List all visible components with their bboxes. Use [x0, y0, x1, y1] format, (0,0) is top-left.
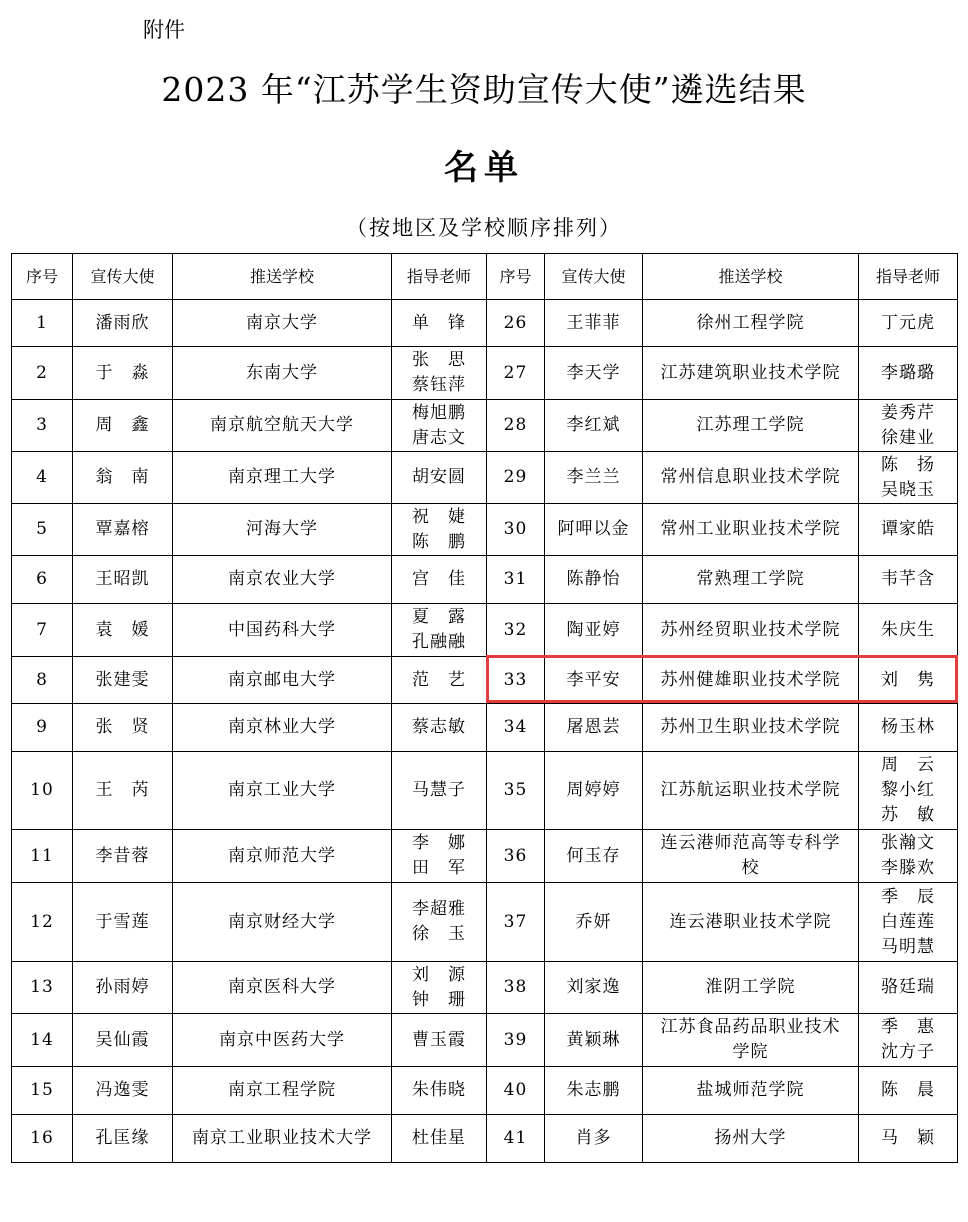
- table-row: [12, 604, 958, 657]
- teacher-names: 季 惠 沈方子: [859, 1014, 958, 1067]
- ambassador-name: 潘雨欣: [73, 300, 173, 347]
- school-name: 苏州经贸职业技术学院: [643, 604, 859, 657]
- teacher-names: 张 思 蔡钰萍: [392, 347, 487, 400]
- ambassador-name: 冯逸雯: [73, 1067, 173, 1115]
- ambassador-name: 何玉存: [545, 830, 643, 883]
- ambassador-name: 翁 南: [73, 452, 173, 504]
- ambassador-table: [11, 253, 958, 1163]
- ambassador-name: 吴仙霞: [73, 1014, 173, 1067]
- row-index: 12: [12, 883, 73, 962]
- header-ambassador: 宣传大使: [73, 254, 173, 300]
- school-name: 南京医科大学: [173, 962, 392, 1014]
- header-index: 序号: [487, 254, 545, 300]
- table-header-row: [12, 254, 958, 300]
- row-index: 8: [12, 657, 73, 704]
- teacher-names: 朱庆生: [859, 604, 958, 657]
- school-name: 南京航空航天大学: [173, 400, 392, 452]
- school-name: 苏州卫生职业技术学院: [643, 704, 859, 752]
- row-index: 3: [12, 400, 73, 452]
- teacher-names: 陈 扬 吴晓玉: [859, 452, 958, 504]
- school-name: 河海大学: [173, 504, 392, 556]
- row-index: 35: [487, 752, 545, 830]
- teacher-names: 谭家皓: [859, 504, 958, 556]
- row-index: 5: [12, 504, 73, 556]
- ambassador-name: 刘家逸: [545, 962, 643, 1014]
- row-index: 10: [12, 752, 73, 830]
- ambassador-name: 周 鑫: [73, 400, 173, 452]
- ambassador-name: 张 贤: [73, 704, 173, 752]
- school-name: 南京农业大学: [173, 556, 392, 604]
- row-index: 11: [12, 830, 73, 883]
- school-name: 盐城师范学院: [643, 1067, 859, 1115]
- teacher-names: 张瀚文 李滕欢: [859, 830, 958, 883]
- table-row: [12, 347, 958, 400]
- ambassador-name: 王菲菲: [545, 300, 643, 347]
- teacher-names: 姜秀芹 徐建业: [859, 400, 958, 452]
- ambassador-name: 孙雨婷: [73, 962, 173, 1014]
- table-row: [12, 704, 958, 752]
- row-index: 7: [12, 604, 73, 657]
- school-name: 南京师范大学: [173, 830, 392, 883]
- school-name: 江苏航运职业技术学院: [643, 752, 859, 830]
- school-name: 连云港职业技术学院: [643, 883, 859, 962]
- teacher-names: 杨玉林: [859, 704, 958, 752]
- table-row: [12, 1115, 958, 1163]
- school-name: 徐州工程学院: [643, 300, 859, 347]
- school-name: 常州信息职业技术学院: [643, 452, 859, 504]
- teacher-names: 李超雅 徐 玉: [392, 883, 487, 962]
- teacher-names: 蔡志敏: [392, 704, 487, 752]
- row-index: 27: [487, 347, 545, 400]
- row-index: 14: [12, 1014, 73, 1067]
- header-school: 推送学校: [643, 254, 859, 300]
- school-name: 南京工业大学: [173, 752, 392, 830]
- ambassador-name: 孔匡缘: [73, 1115, 173, 1163]
- row-index: 6: [12, 556, 73, 604]
- school-name: 东南大学: [173, 347, 392, 400]
- ambassador-name: 李天学: [545, 347, 643, 400]
- row-index: 9: [12, 704, 73, 752]
- teacher-names: 季 辰 白莲莲 马明慧: [859, 883, 958, 962]
- table-row: [12, 400, 958, 452]
- school-name: 南京邮电大学: [173, 657, 392, 704]
- row-index: 16: [12, 1115, 73, 1163]
- table-row: [12, 883, 958, 962]
- teacher-names: 梅旭鹏 唐志文: [392, 400, 487, 452]
- header-teacher: 指导老师: [392, 254, 487, 300]
- school-name: 苏州健雄职业技术学院: [643, 657, 859, 704]
- teacher-names: 宫 佳: [392, 556, 487, 604]
- row-index: 4: [12, 452, 73, 504]
- school-name: 中国药科大学: [173, 604, 392, 657]
- row-index: 38: [487, 962, 545, 1014]
- row-index: 40: [487, 1067, 545, 1115]
- ambassador-name: 阿呷以金: [545, 504, 643, 556]
- school-name: 江苏理工学院: [643, 400, 859, 452]
- ambassador-name: 黄颖琳: [545, 1014, 643, 1067]
- school-name: 南京中医药大学: [173, 1014, 392, 1067]
- table-row: [12, 300, 958, 347]
- table-row: [12, 556, 958, 604]
- row-index: 34: [487, 704, 545, 752]
- school-name: 南京林业大学: [173, 704, 392, 752]
- school-name: 南京财经大学: [173, 883, 392, 962]
- row-index: 15: [12, 1067, 73, 1115]
- document-title-list: 名单: [444, 148, 524, 188]
- teacher-names: 胡安圆: [392, 452, 487, 504]
- table-row: [12, 1067, 958, 1115]
- row-index: 41: [487, 1115, 545, 1163]
- header-ambassador: 宣传大使: [545, 254, 643, 300]
- row-index: 31: [487, 556, 545, 604]
- ambassador-name: 屠恩芸: [545, 704, 643, 752]
- ambassador-name: 王昭凯: [73, 556, 173, 604]
- table-row: [12, 752, 958, 830]
- ambassador-name: 王 芮: [73, 752, 173, 830]
- table-row: [12, 657, 958, 704]
- teacher-names: 单 锋: [392, 300, 487, 347]
- teacher-names: 刘 源 钟 珊: [392, 962, 487, 1014]
- table-row: [12, 452, 958, 504]
- teacher-names: 祝 婕 陈 鹏: [392, 504, 487, 556]
- school-name: 南京工程学院: [173, 1067, 392, 1115]
- header-school: 推送学校: [173, 254, 392, 300]
- row-index: 29: [487, 452, 545, 504]
- table-row: [12, 962, 958, 1014]
- table-row: [12, 504, 958, 556]
- row-index: 39: [487, 1014, 545, 1067]
- ambassador-name: 李平安: [545, 657, 643, 704]
- ambassador-name: 李昔蓉: [73, 830, 173, 883]
- document-title: 2023 年“江苏学生资助宣传大使”遴选结果: [161, 70, 807, 109]
- teacher-names: 陈 晨: [859, 1067, 958, 1115]
- teacher-names: 韦芊含: [859, 556, 958, 604]
- school-name: 连云港师范高等专科学 校: [643, 830, 859, 883]
- header-index: 序号: [12, 254, 73, 300]
- teacher-names: 朱伟晓: [392, 1067, 487, 1115]
- school-name: 扬州大学: [643, 1115, 859, 1163]
- table-row: [12, 1014, 958, 1067]
- ambassador-name: 于雪莲: [73, 883, 173, 962]
- ambassador-name: 于 淼: [73, 347, 173, 400]
- row-index: 13: [12, 962, 73, 1014]
- teacher-names: 李 娜 田 军: [392, 830, 487, 883]
- row-index: 26: [487, 300, 545, 347]
- row-index: 1: [12, 300, 73, 347]
- ambassador-name: 张建雯: [73, 657, 173, 704]
- header-teacher: 指导老师: [859, 254, 958, 300]
- teacher-names: 李璐璐: [859, 347, 958, 400]
- row-index: 36: [487, 830, 545, 883]
- ambassador-name: 袁 媛: [73, 604, 173, 657]
- ambassador-name: 周婷婷: [545, 752, 643, 830]
- row-index: 32: [487, 604, 545, 657]
- teacher-names: 马 颖: [859, 1115, 958, 1163]
- row-index: 30: [487, 504, 545, 556]
- ambassador-name: 陈静怡: [545, 556, 643, 604]
- school-name: 南京大学: [173, 300, 392, 347]
- ambassador-name: 肖多: [545, 1115, 643, 1163]
- ambassador-name: 乔妍: [545, 883, 643, 962]
- teacher-names: 马慧子: [392, 752, 487, 830]
- teacher-names: 曹玉霞: [392, 1014, 487, 1067]
- teacher-names: 刘 隽: [859, 657, 958, 704]
- ambassador-name: 覃嘉榕: [73, 504, 173, 556]
- teacher-names: 夏 露 孔融融: [392, 604, 487, 657]
- row-index: 37: [487, 883, 545, 962]
- teacher-names: 丁元虎: [859, 300, 958, 347]
- table-row: [12, 830, 958, 883]
- teacher-names: 骆廷瑞: [859, 962, 958, 1014]
- school-name: 南京工业职业技术大学: [173, 1115, 392, 1163]
- ambassador-name: 李红斌: [545, 400, 643, 452]
- school-name: 江苏食品药品职业技术 学院: [643, 1014, 859, 1067]
- teacher-names: 周 云 黎小红 苏 敏: [859, 752, 958, 830]
- school-name: 淮阴工学院: [643, 962, 859, 1014]
- school-name: 南京理工大学: [173, 452, 392, 504]
- school-name: 常熟理工学院: [643, 556, 859, 604]
- row-index: 2: [12, 347, 73, 400]
- teacher-names: 范 艺: [392, 657, 487, 704]
- school-name: 江苏建筑职业技术学院: [643, 347, 859, 400]
- ambassador-name: 李兰兰: [545, 452, 643, 504]
- row-index: 33: [487, 657, 545, 704]
- attachment-label: 附件: [143, 18, 185, 42]
- row-index: 28: [487, 400, 545, 452]
- ambassador-name: 陶亚婷: [545, 604, 643, 657]
- school-name: 常州工业职业技术学院: [643, 504, 859, 556]
- teacher-names: 杜佳星: [392, 1115, 487, 1163]
- document-subtitle: （按地区及学校顺序排列）: [346, 216, 622, 240]
- ambassador-name: 朱志鹏: [545, 1067, 643, 1115]
